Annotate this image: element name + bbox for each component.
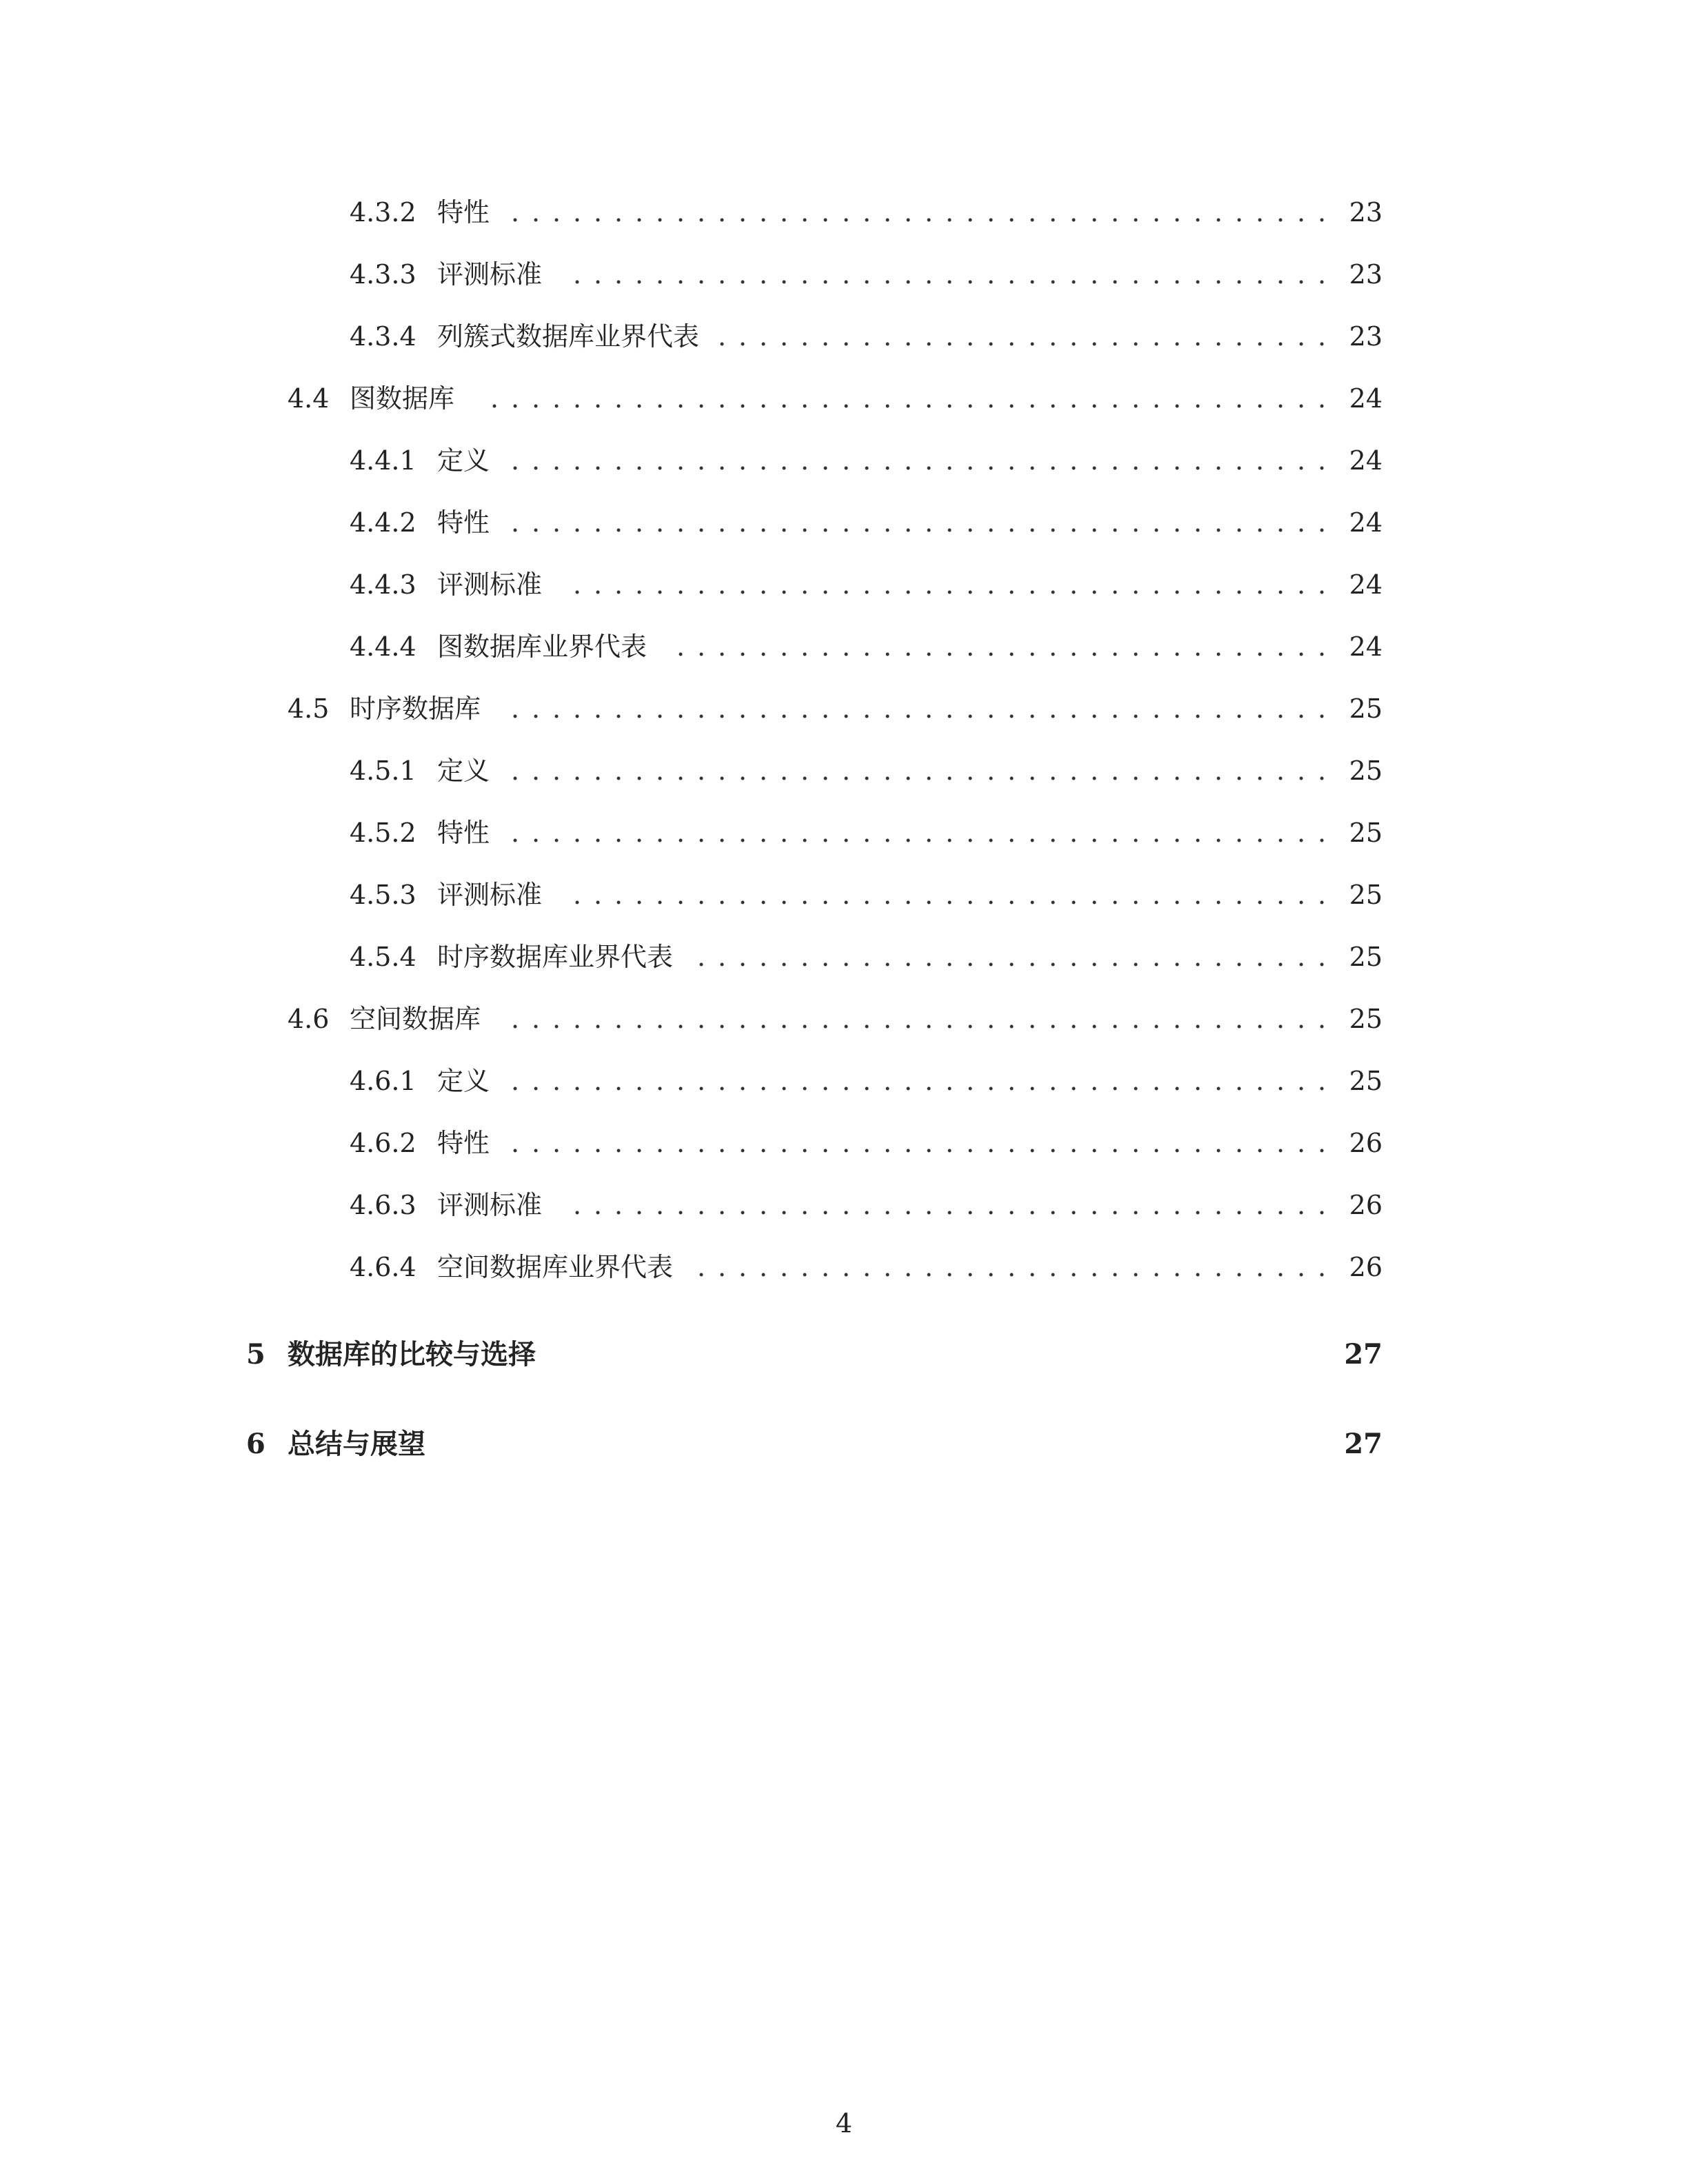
toc-entry-number: 4.4.1 [350,445,416,476]
toc-entry-page: 25 [1349,756,1383,786]
toc-leader-dots: . . . . . . . . . . . . . . . . . . . . . . . . . . . . . . . . [676,631,1327,662]
toc-entry-title: 特性 [437,197,490,228]
toc-entry-page: 24 [1349,569,1383,600]
toc-entry-title: 空间数据库 [350,1004,481,1034]
toc-leader-dots: . . . . . . . . . . . . . . . . . . . . . . . . . . . . . . . [696,1252,1327,1282]
toc-entry-page: 25 [1349,694,1383,724]
toc-entry-number: 4.4.4 [350,631,416,662]
toc-entry-title: 时序数据库 [350,694,481,724]
toc-entry-title: 定义 [437,756,490,786]
toc-leader-dots: . . . . . . . . . . . . . . . . . . . . . . . . . . . . . . . . . . . . . . . . [510,1066,1327,1096]
toc-leader-dots: . . . . . . . . . . . . . . . . . . . . . . . . . . . . . . . . . . . . . [572,259,1327,290]
toc-entry-number: 4.4.2 [350,507,416,538]
toc-leader-dots: . . . . . . . . . . . . . . . . . . . . . . . . . . . . . . [717,321,1327,352]
toc-leader-dots: . . . . . . . . . . . . . . . . . . . . . . . . . . . . . . . . . . . . . . . . . [490,383,1327,414]
toc-entry[interactable] [0,1174,1688,1236]
toc-entry[interactable] [0,554,1688,616]
toc-entry-number: 4.5.1 [350,756,416,786]
toc-leader-dots: . . . . . . . . . . . . . . . . . . . . . . . . . . . . . . . . . . . . . . . . [510,507,1327,538]
toc-entry[interactable] [0,926,1688,988]
toc-entry-title: 评测标准 [437,259,543,290]
toc-entry-number: 4.3.4 [350,321,416,352]
toc-leader-dots: . . . . . . . . . . . . . . . . . . . . . . . . . . . . . . . . . . . . . . . . [510,1128,1327,1158]
toc-entry-page: 26 [1349,1128,1383,1158]
toc-leader-dots: . . . . . . . . . . . . . . . . . . . . . . . . . . . . . . . . . . . . . . . . [510,445,1327,476]
toc-entry-number: 6 [246,1428,265,1460]
toc-entry-title: 时序数据库业界代表 [437,942,674,972]
toc-leader-dots: . . . . . . . . . . . . . . . . . . . . . . . . . . . . . . . . . . . . . [572,569,1327,600]
toc-entry[interactable] [0,616,1688,678]
toc-leader-dots: . . . . . . . . . . . . . . . . . . . . . . . . . . . . . . . . . . . . . . . . [510,818,1327,848]
toc-leader-dots: . . . . . . . . . . . . . . . . . . . . . . . . . . . . . . . . . . . . . . . . [510,197,1327,228]
toc-entry-title: 列簇式数据库业界代表 [437,321,700,352]
toc-entry-page: 23 [1349,321,1383,352]
toc-entry-title: 图数据库业界代表 [437,631,647,662]
toc-entry-number: 4.4 [288,383,330,414]
toc-entry-page: 23 [1349,197,1383,228]
toc-entry[interactable] [0,988,1688,1050]
toc-entry-page: 25 [1349,942,1383,972]
toc-entry-title: 总结与展望 [288,1428,425,1460]
toc-entry[interactable] [0,740,1688,802]
toc-entry-number: 4.3.2 [350,197,416,228]
toc-entry-title: 特性 [437,507,490,538]
toc-entry-page: 26 [1349,1252,1383,1282]
toc-leader-dots: . . . . . . . . . . . . . . . . . . . . . . . . . . . . . . . . . . . . . . . . [510,756,1327,786]
toc-entry[interactable] [0,243,1688,305]
toc-leader-dots: . . . . . . . . . . . . . . . . . . . . . . . . . . . . . . . [696,942,1327,972]
toc-entry-page: 25 [1349,1004,1383,1034]
toc-entry-page: 24 [1349,507,1383,538]
toc-entry-title: 特性 [437,818,490,848]
toc-entry-number: 5 [246,1338,265,1371]
toc-entry[interactable] [0,802,1688,864]
toc-entry-title: 特性 [437,1128,490,1158]
toc-entry[interactable] [0,1050,1688,1112]
toc-entry-title: 空间数据库业界代表 [437,1252,674,1282]
toc-entry-title: 评测标准 [437,569,543,600]
toc-entry-title: 评测标准 [437,1190,543,1220]
toc-leader-dots: . . . . . . . . . . . . . . . . . . . . . . . . . . . . . . . . . . . . . [572,1190,1327,1220]
toc-entry-page: 23 [1349,259,1383,290]
toc-entry-number: 4.5.2 [350,818,416,848]
toc-entry-page: 24 [1349,631,1383,662]
toc-entry-title: 定义 [437,1066,490,1096]
toc-leader-dots: . . . . . . . . . . . . . . . . . . . . . . . . . . . . . . . . . . . . . . . . [510,1004,1327,1034]
toc-entry-title: 定义 [437,445,490,476]
toc-entry-number: 4.5.3 [350,880,416,910]
toc-entry[interactable] [0,678,1688,740]
toc-entry[interactable] [0,305,1688,367]
toc-entry-number: 4.6.4 [350,1252,416,1282]
toc-entry-title: 图数据库 [350,383,455,414]
toc-entry-page: 25 [1349,1066,1383,1096]
toc-entry-number: 4.6 [288,1004,330,1034]
toc-entry-page: 25 [1349,880,1383,910]
toc-entry[interactable] [0,181,1688,243]
toc-entry-number: 4.6.2 [350,1128,416,1158]
toc-entry[interactable] [0,864,1688,926]
toc-entry[interactable] [0,492,1688,554]
toc-entry-page: 27 [1344,1338,1383,1371]
toc-entry-page: 24 [1349,383,1383,414]
toc-entry-number: 4.6.3 [350,1190,416,1220]
toc-entry[interactable] [0,429,1688,492]
toc-entry[interactable] [0,1236,1688,1298]
toc-entry-page: 27 [1344,1428,1383,1460]
toc-entry[interactable] [0,367,1688,429]
toc-chapter-entry[interactable] [0,1413,1688,1475]
toc-entry[interactable] [0,1112,1688,1174]
toc-entry-title: 评测标准 [437,880,543,910]
toc-entry-number: 4.4.3 [350,569,416,600]
toc-leader-dots: . . . . . . . . . . . . . . . . . . . . . . . . . . . . . . . . . . . . . [572,880,1327,910]
toc-entry-page: 25 [1349,818,1383,848]
toc-entry-page: 24 [1349,445,1383,476]
toc-entry-number: 4.3.3 [350,259,416,290]
toc-entry-page: 26 [1349,1190,1383,1220]
toc-leader-dots: . . . . . . . . . . . . . . . . . . . . . . . . . . . . . . . . . . . . . . . . [510,694,1327,724]
toc-entry-title: 数据库的比较与选择 [288,1338,536,1371]
toc-entry-number: 4.5.4 [350,942,416,972]
toc-entry-number: 4.6.1 [350,1066,416,1096]
page-number: 4 [835,2108,853,2138]
toc-entry-number: 4.5 [288,694,330,724]
toc-chapter-entry[interactable] [0,1324,1688,1386]
